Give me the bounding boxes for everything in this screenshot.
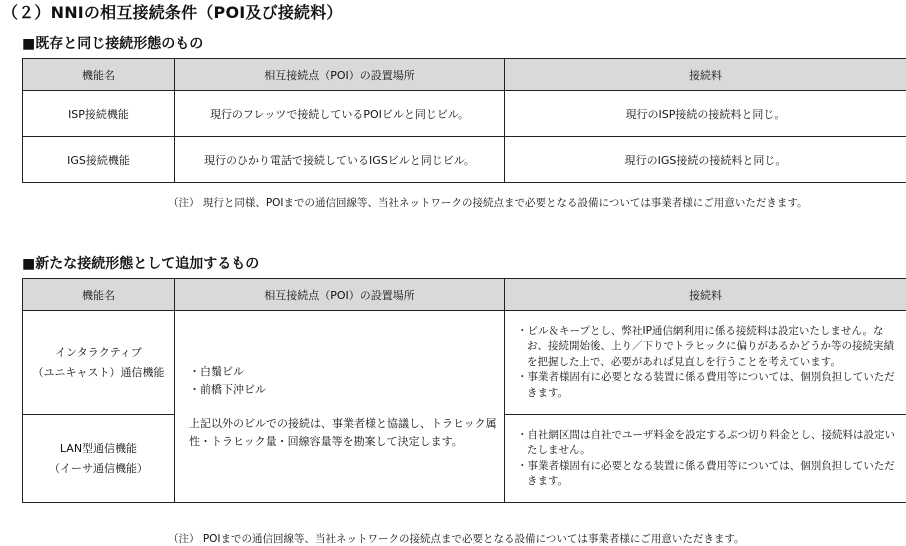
header-poi-location: 相互接続点（POI）の設置場所 <box>175 59 505 91</box>
poi-building-item: ・白鬚ビル <box>189 364 244 378</box>
table-row <box>23 91 906 137</box>
connection-fee-cell <box>505 311 906 415</box>
function-name-cell: IGS接続機能 <box>23 137 175 183</box>
section2-heading: ■新たな接続形態として追加するもの <box>22 256 260 272</box>
new-connection-table <box>22 278 906 503</box>
table-row <box>23 137 906 183</box>
poi-location-cell: 現行のフレッツで接続しているPOIビルと同じビル。 <box>175 91 505 137</box>
section1-note: （注） 現行と同様、POIまでの通信回線等、当社ネットワークの接続点まで必要となる設備については事業者様にご用意いただきます。 <box>168 197 808 209</box>
header-connection-fee: 接続料 <box>505 59 906 91</box>
function-name-cell <box>23 311 175 415</box>
section2-note: （注） POIまでの通信回線等、当社ネットワークの接続点まで必要となる設備については事業者様にご用意いただきます。 <box>168 533 745 545</box>
header-poi-location: 相互接続点（POI）の設置場所 <box>175 279 505 311</box>
function-name-line: LAN型通信機能 <box>59 441 138 455</box>
section1-heading: ■既存と同じ接続形態のもの <box>22 36 204 52</box>
poi-location-text: 上記以外のビルでの接続は、事業者様と協議し、トラヒック属性・トラヒック量・回線容量等を勘案して決定します。 <box>189 416 497 448</box>
connection-fee-cell: 現行のIGS接続の接続料と同じ。 <box>505 137 906 183</box>
function-name-line: （ユニキャスト）通信機能 <box>32 365 165 379</box>
table-row <box>23 311 906 415</box>
connection-fee-cell: 現行のISP接続の接続料と同じ。 <box>505 91 906 137</box>
fee-item: ・事業者様固有に必要となる装置に係る費用等については、個別負担していただきます。 <box>517 459 895 487</box>
function-name-cell: ISP接続機能 <box>23 91 175 137</box>
function-name-cell <box>23 415 175 503</box>
function-name-line: （イーサ通信機能） <box>49 461 148 475</box>
connection-fee-cell <box>505 415 906 503</box>
poi-location-cell <box>175 311 505 503</box>
fee-item: ・事業者様固有に必要となる装置に係る費用等については、個別負担していただきます。 <box>517 371 895 399</box>
header-function-name: 機能名 <box>23 59 175 91</box>
existing-connection-table <box>22 58 906 183</box>
fee-item: ・ビル＆キープとし、弊社IP通信網利用に係る接続料は設定いたしません。なお、接続開始後、上り／下りでトラヒックに偏りがあるかどうか等の接続実績を把握した上で、必要があれば見直しを行うことを考えています。 <box>517 324 894 368</box>
table-header-row <box>23 59 906 91</box>
poi-building-item: ・前橋下沖ビル <box>189 382 266 396</box>
header-connection-fee: 接続料 <box>505 279 906 311</box>
function-name-line: インタラクティブ <box>55 345 142 359</box>
page-title: （２）NNIの相互接続条件（POI及び接続料） <box>2 3 343 22</box>
poi-location-cell: 現行のひかり電話で接続しているIGSビルと同じビル。 <box>175 137 505 183</box>
header-function-name: 機能名 <box>23 279 175 311</box>
table-header-row <box>23 279 906 311</box>
fee-item: ・自社網区間は自社でユーザ料金を設定するぶつ切り料金とし、接続料は設定いたしません。 <box>517 428 895 456</box>
